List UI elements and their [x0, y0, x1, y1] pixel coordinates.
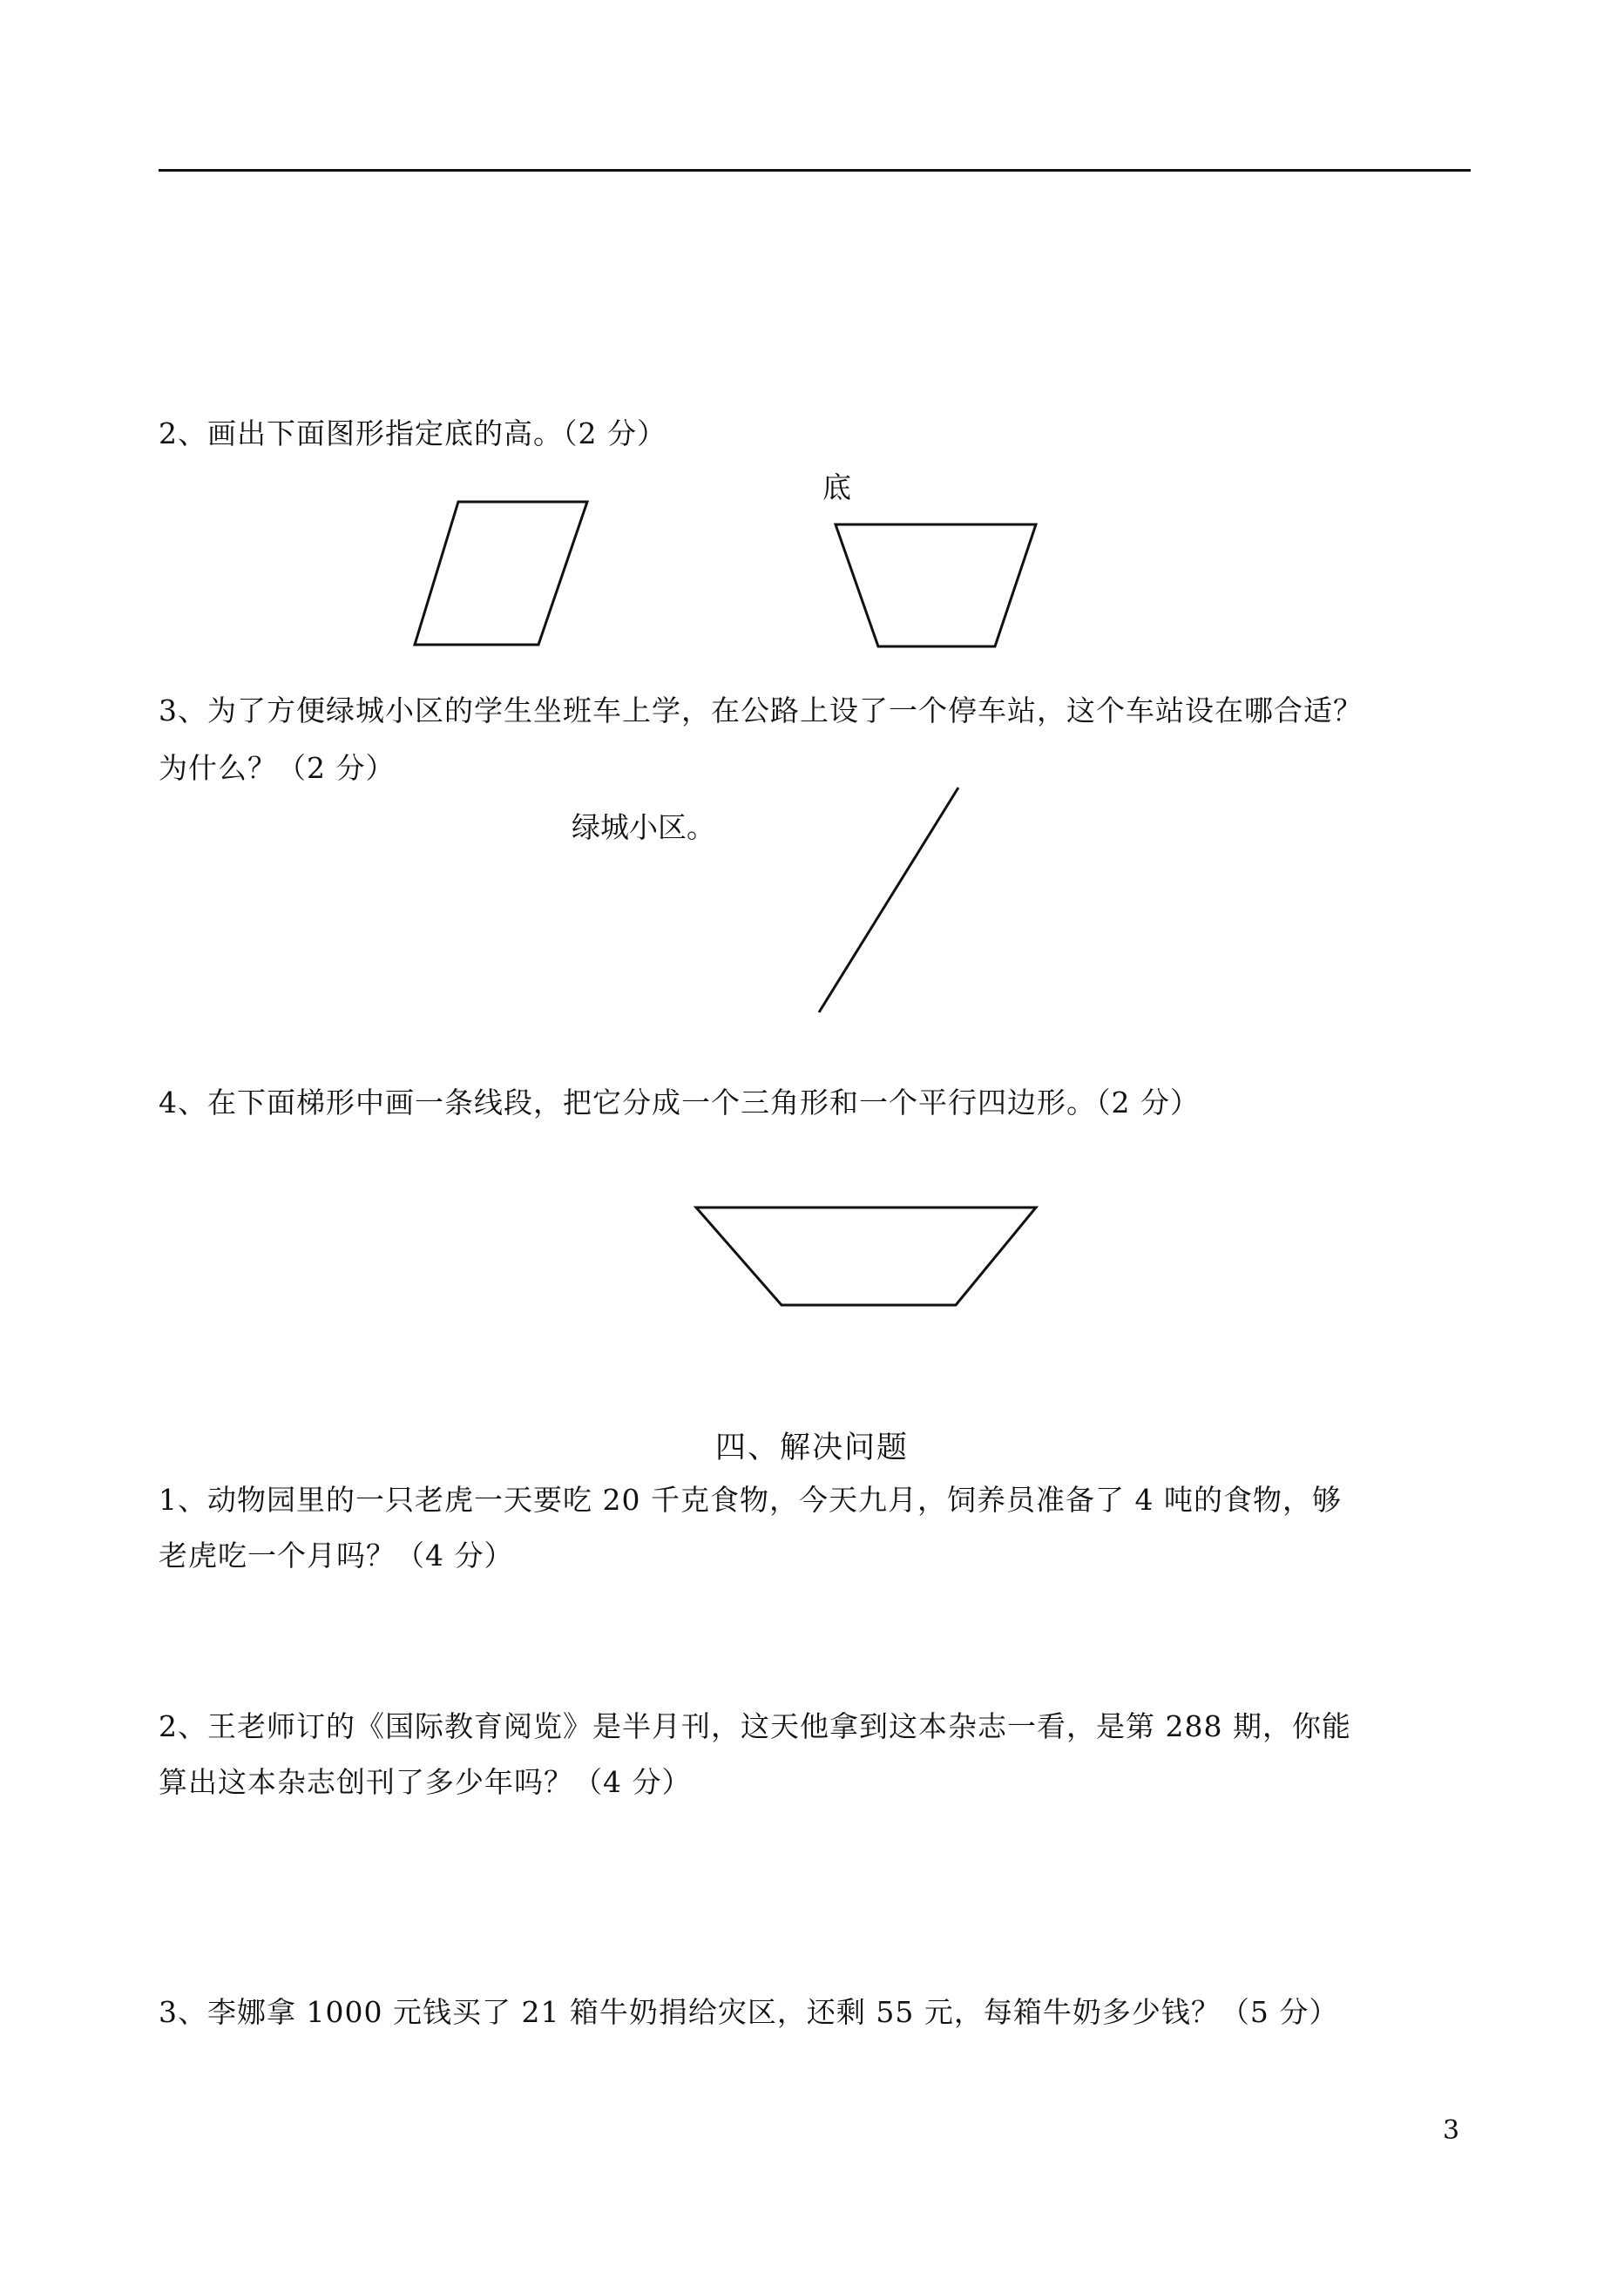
problem-1-line2: 老虎吃一个月吗？（4 分） [159, 1539, 514, 1573]
problem-3-line1: 3、李娜拿 1000 元钱买了 21 箱牛奶捐给灾区，还剩 55 元，每箱牛奶多少钱？（5 分） [159, 1995, 1339, 2029]
question-3-text-line1: 3、为了方便绿城小区的学生坐班车上学，在公路上设了一个停车站，这个车站设在哪合适？ [159, 693, 1363, 727]
trapezoid-figure-base [832, 519, 1050, 659]
community-label: 绿城小区。 [572, 810, 715, 844]
base-label: 底 [822, 470, 851, 504]
page-number: 3 [1443, 2115, 1460, 2146]
question-3-text-line2: 为什么？（2 分） [159, 751, 396, 785]
problem-2-line1: 2、王老师订的《国际教育阅览》是半月刊，这天他拿到这本杂志一看，是第 288 期，你能 [159, 1709, 1351, 1743]
trapezoid-figure-divide [693, 1202, 1050, 1316]
parallelogram-figure [409, 497, 601, 653]
section-heading: 四、解决问题 [714, 1431, 909, 1465]
question-4-text: 4、在下面梯形中画一条线段，把它分成一个三角形和一个平行四边形。（2 分） [159, 1086, 1200, 1119]
problem-1-line1: 1、动物园里的一只老虎一天要吃 20 千克食物，今天九月，饲养员准备了 4 吨的食物，够 [159, 1483, 1342, 1517]
question-2-text: 2、画出下面图形指定底的高。（2 分） [159, 416, 667, 450]
road-line [802, 784, 967, 1019]
problem-2-line2: 算出这本杂志创刊了多少年吗？（4 分） [159, 1765, 692, 1799]
header-rule [159, 169, 1471, 172]
